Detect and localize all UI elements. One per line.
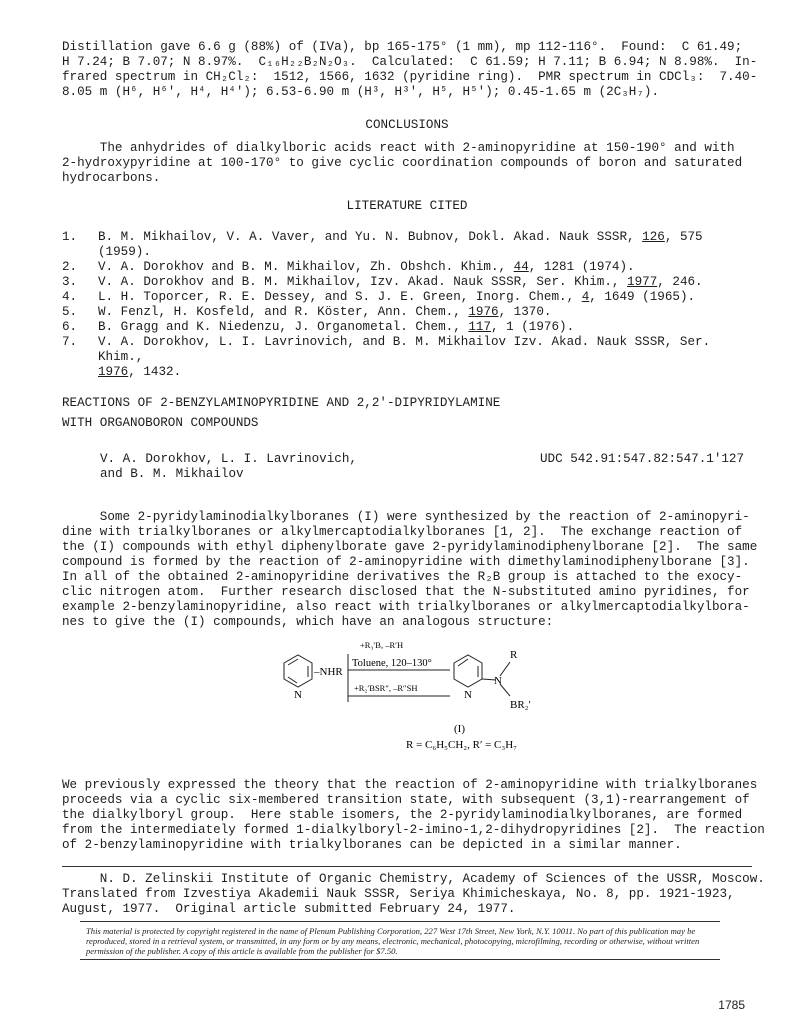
- reference-list: [62, 230, 754, 380]
- footnote: [62, 872, 765, 917]
- author-list: [100, 452, 357, 482]
- reference-item: 1. B. M. Mikhailov, V. A. Vaver, and Yu. N. Bubnov, Dokl. Akad. Nauk SSSR, 126, 575 (1959).: [62, 230, 711, 259]
- literature-heading: LITERATURE CITED: [346, 199, 468, 213]
- reference-item: 7. V. A. Dorokhov, L. I. Lavrinovich, and B. M. Mikhailov Izv. Akad. Nauk SSSR, Ser. Khim., 1976, 1432.: [62, 335, 711, 379]
- text-line: 8.05 m (H⁶, H⁶′, H⁴, H⁴′); 6.53-6.90 m (H³, H³′, H⁵, H⁵′); 0.45-1.65 m (2C₃H₇).: [62, 85, 660, 99]
- discussion-paragraph: [62, 778, 765, 853]
- footnote-line: Translated from Izvestiya Akademii Nauk SSSR, Seriya Khimicheskaya, No. 8, pp. 1921-1923,: [62, 887, 735, 901]
- experimental-paragraph: [62, 40, 758, 100]
- footnote-line: August, 1977. Original article submitted February 24, 1977.: [62, 902, 516, 916]
- reactant-substituent: –NHR: [314, 666, 343, 678]
- text-line: compound is formed by the reaction of 2-aminopyridine with dimethylaminodiphenylborane [3].: [62, 555, 750, 569]
- text-line: In all of the obtained 2-aminopyridine derivatives the R₂B group is attached to the exocy-: [62, 570, 743, 584]
- product-boryl-group: BR₂′: [510, 699, 531, 711]
- reference-item: 5. W. Fenzl, H. Kosfeld, and R. Köster, Ann. Chem., 1976, 1370.: [62, 305, 552, 319]
- text-line: hydrocarbons.: [62, 171, 161, 185]
- text-line: H 7.24; B 7.07; N 8.97%. C₁₆H₂₂B₂N₂O₃. Calculated: C 61.59; H 7.11; B 6.94; N 8.98%. In-: [62, 55, 758, 69]
- text-line: of 2-benzylaminopyridine with trialkylboranes can be depicted in a similar manner.: [62, 838, 682, 852]
- author-line: V. A. Dorokhov, L. I. Lavrinovich,: [100, 452, 357, 466]
- intro-paragraph: [62, 510, 758, 630]
- copyright-notice: This material is protected by copyright registered in the name of Plenum Publishing Corporation, 227 West 17th Street, New York, N.Y. 10011. No part of this publication may be reproduced, stored in a retrieval system, or transmitted, in any form or by any means, electronic, mechanical, photocopying, microfilming, recording or otherwise, without written permission of the publisher. A copy of this article is available from the publisher for $7.50.: [80, 921, 720, 960]
- text-line: The anhydrides of dialkylboric acids react with 2-aminopyridine at 150-190° and with: [62, 141, 735, 155]
- reference-item: 3. V. A. Dorokhov and B. M. Mikhailov, Izv. Akad. Nauk SSSR, Ser. Khim., 1977, 246.: [62, 275, 703, 289]
- text-line: the (I) compounds with ethyl diphenylborate gave 2-pyridylaminodiphenylborane [2]. The same: [62, 540, 758, 554]
- text-line: clic nitrogen atom. Further research disclosed that the N-substituted amino pyridines, for: [62, 585, 750, 599]
- page-number: 1785: [718, 998, 745, 1012]
- arrow-top-reagents: +R₃′B, –R′H: [360, 640, 404, 650]
- conclusions-paragraph: [62, 141, 752, 186]
- reaction-conditions: Toluene, 120–130°: [352, 658, 432, 669]
- text-line: proceeds via a cyclic six-membered transition state, with subsequent (3,1)-rearrangement of: [62, 793, 750, 807]
- article-title: [62, 396, 752, 431]
- reaction-scheme-drawing: [270, 636, 570, 770]
- arrow-bottom-reagents: +R₂′BSR″, –R″SH: [354, 683, 418, 693]
- substituent-definition: R = C₆H₅CH₂, R′ = C₃H₇: [406, 739, 518, 751]
- footnote-line: N. D. Zelinskii Institute of Organic Chemistry, Academy of Sciences of the USSR, Moscow.: [62, 872, 765, 886]
- reference-item: 2. V. A. Dorokhov and B. M. Mikhailov, Zh. Obshch. Khim., 44, 1281 (1974).: [62, 260, 635, 274]
- conclusions-heading: CONCLUSIONS: [365, 118, 449, 132]
- product-ring-nitrogen: N: [464, 689, 472, 701]
- reactant-pyridine-ring: [284, 655, 312, 687]
- author-line: and B. M. Mikhailov: [100, 467, 244, 481]
- product-r-group: R: [510, 649, 518, 661]
- title-line: REACTIONS OF 2-BENZYLAMINOPYRIDINE AND 2,2'-DIPYRIDYLAMINE: [62, 396, 501, 410]
- text-line: Some 2-pyridylaminodialkylboranes (I) were synthesized by the reaction of 2-aminopyri-: [62, 510, 750, 524]
- udc-code: UDC 542.91:547.82:547.1'127: [540, 452, 745, 466]
- product-amino-nitrogen: N: [494, 675, 502, 687]
- reference-item: 6. B. Gragg and K. Niedenzu, J. Organometal. Chem., 117, 1 (1976).: [62, 320, 575, 334]
- title-line: WITH ORGANOBORON COMPOUNDS: [62, 416, 259, 430]
- text-line: 2-hydroxypyridine at 100-170° to give cyclic coordination compounds of boron and saturated: [62, 156, 743, 170]
- text-line: the dialkylboryl group. Here stable isomers, the 2-pyridylaminodialkylboranes, are formed: [62, 808, 743, 822]
- reaction-scheme: [270, 636, 570, 770]
- text-line: frared spectrum in CH₂Cl₂: 1512, 1566, 1632 (pyridine ring). PMR spectrum in CDCl₃: 7.40-: [62, 70, 758, 84]
- text-line: example 2-benzylaminopyridine, also react with trialkylboranes or alkylmercaptodialkylbora-: [62, 600, 750, 614]
- text-line: Distillation gave 6.6 g (88%) of (IVa), bp 165-175° (1 mm), mp 112-116°. Found: C 61.49;: [62, 40, 743, 54]
- text-line: dine with trialkylboranes or alkylmercaptodialkylboranes [1, 2]. The exchange reaction of: [62, 525, 743, 539]
- text-line: nes to give the (I) compounds, which have an analogous structure:: [62, 615, 554, 629]
- text-line: from the intermediately formed 1-dialkylboryl-2-imino-1,2-dihydropyridines [2]. The reaction: [62, 823, 765, 837]
- reactant-ring-nitrogen: N: [294, 689, 302, 701]
- footnote-divider: [62, 866, 752, 867]
- text-line: We previously expressed the theory that the reaction of 2-aminopyridine with trialkylboranes: [62, 778, 758, 792]
- compound-label: (I): [454, 723, 465, 735]
- reference-item: 4. L. H. Toporcer, R. E. Dessey, and S. J. E. Green, Inorg. Chem., 4, 1649 (1965).: [62, 290, 696, 304]
